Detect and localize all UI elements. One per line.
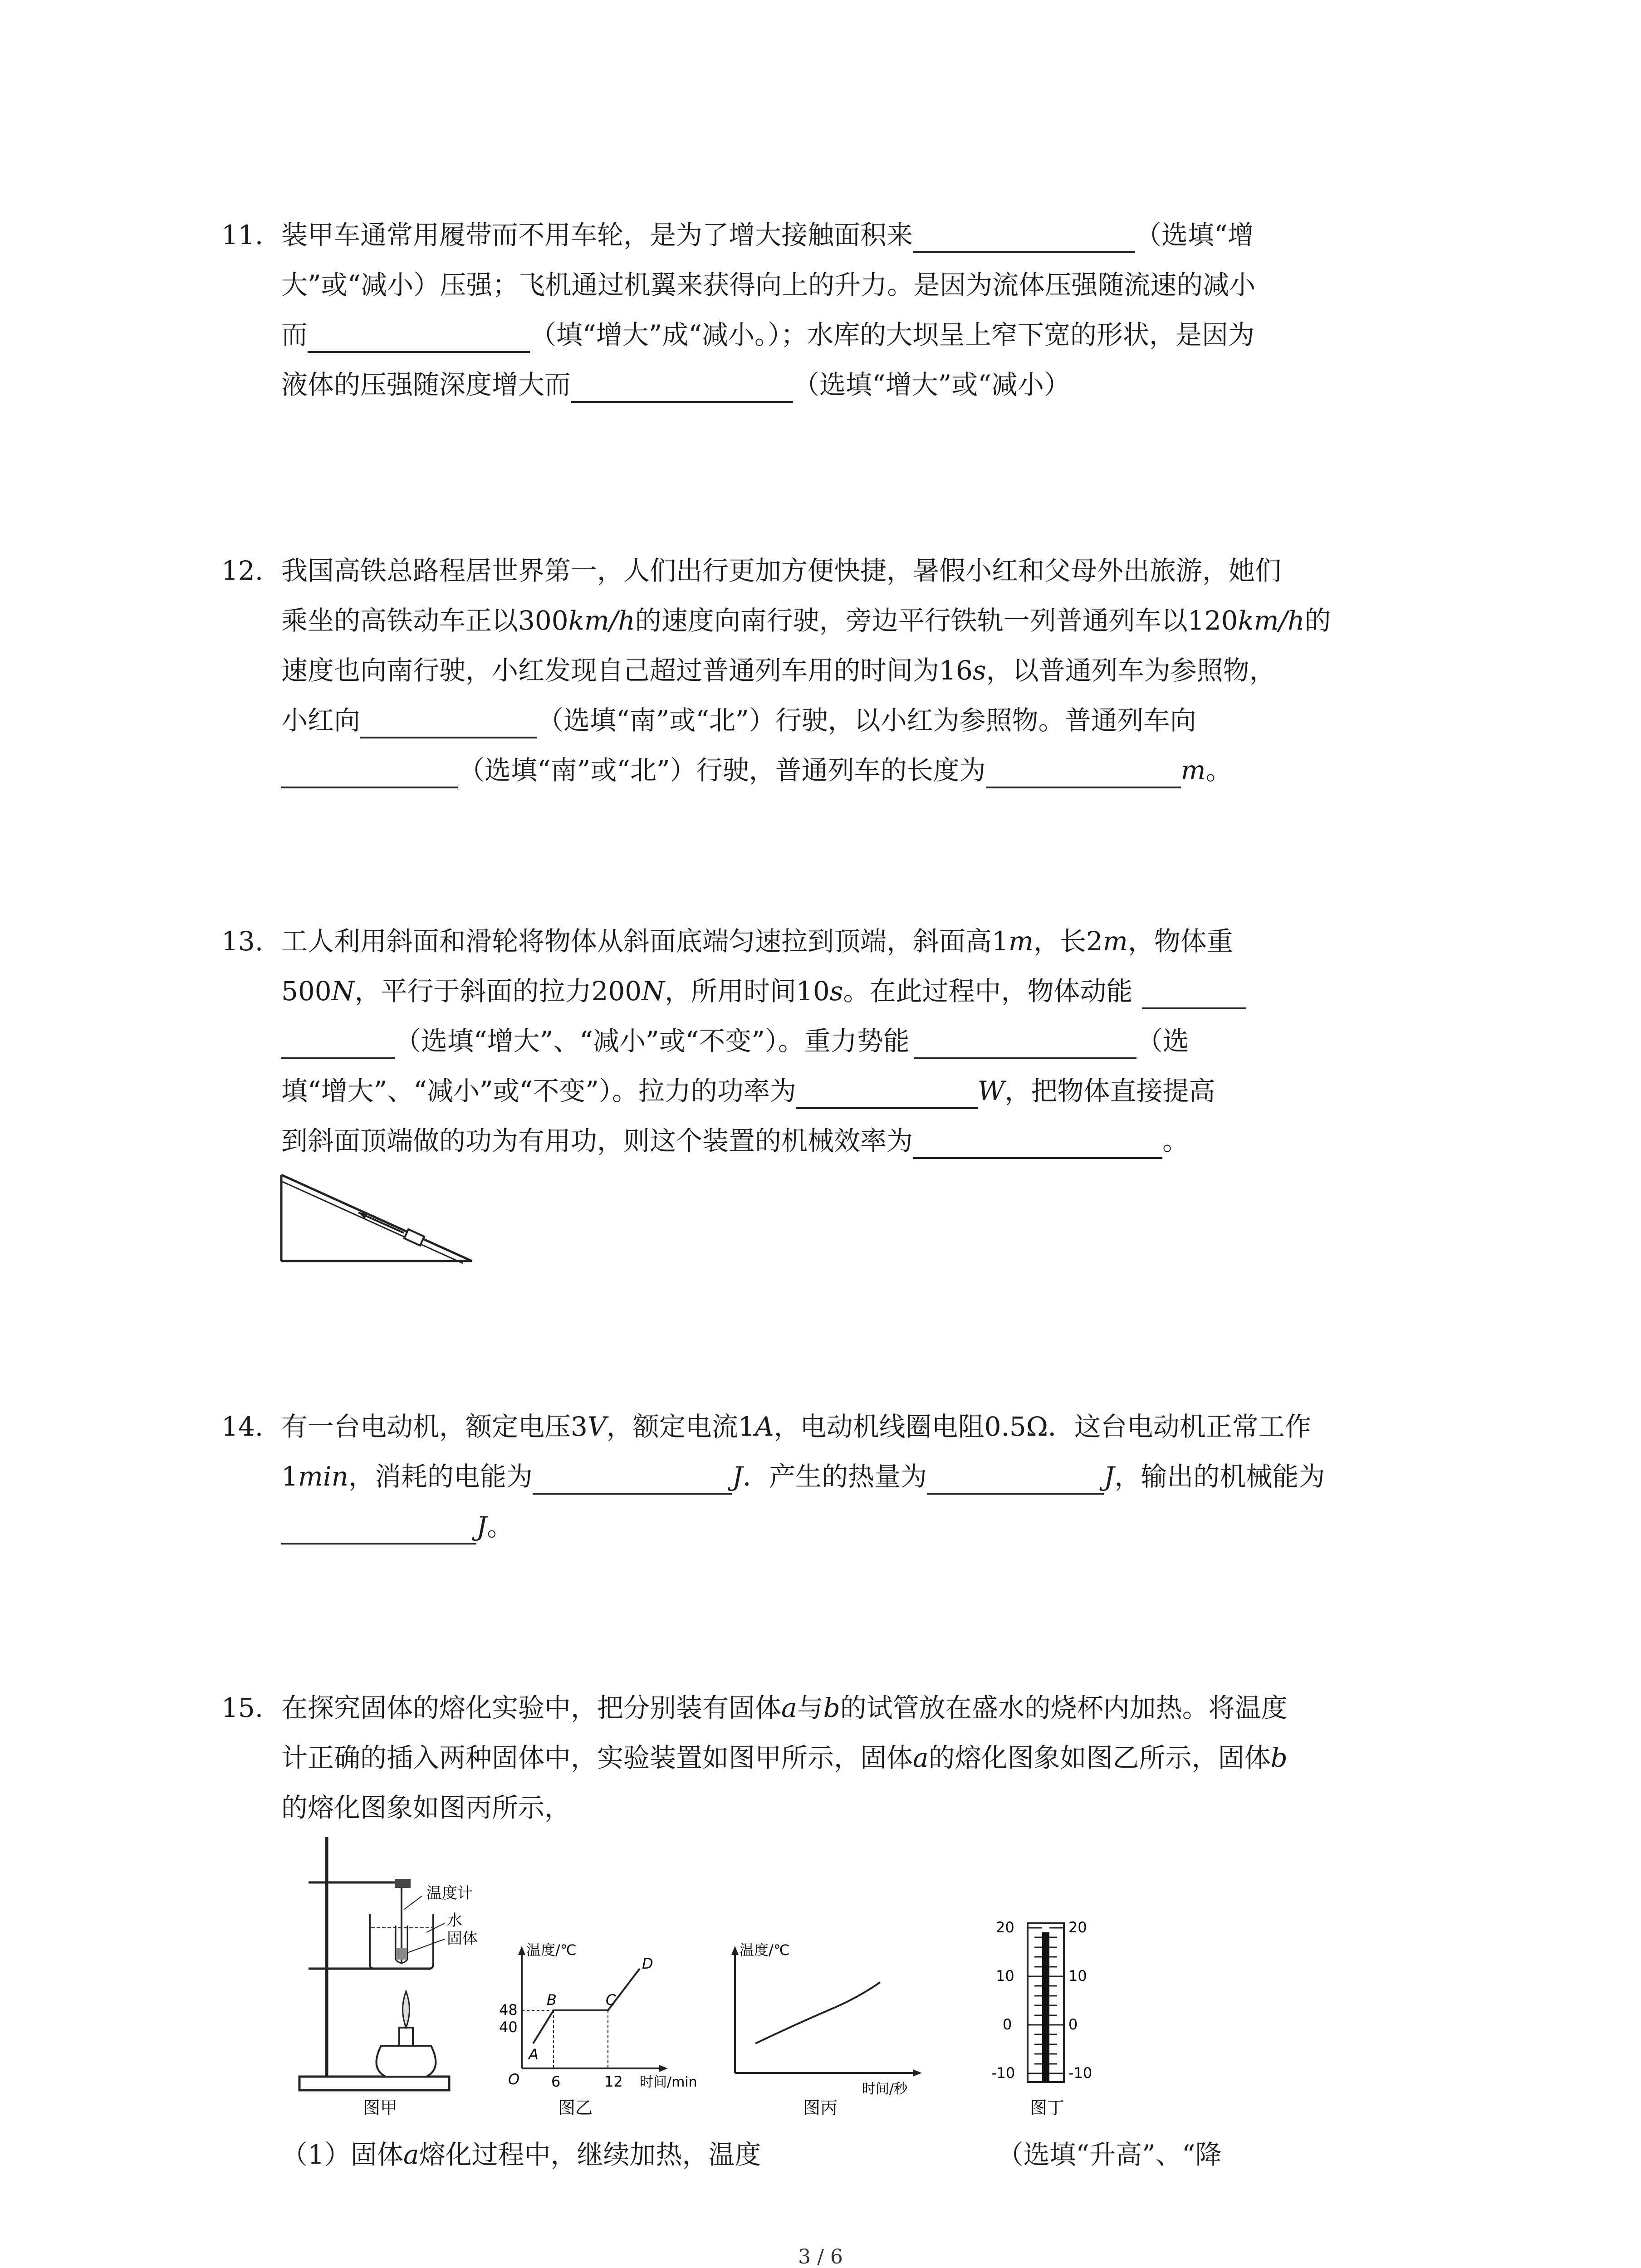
text-segment: ，以普通列车为参照物， — [986, 655, 1276, 686]
question-line — [281, 1690, 1288, 1726]
scale-label: 10 — [996, 1967, 1014, 1984]
unit: km/h — [568, 605, 635, 636]
incline-slope — [281, 1175, 472, 1261]
y-tick-label: 40 — [499, 2019, 518, 2036]
label-thermometer: 温度计 — [426, 1884, 473, 1902]
point-label: B — [547, 1991, 557, 2009]
answer-blank[interactable] — [533, 1465, 732, 1495]
text-segment: ，把物体直接提高 — [1004, 1075, 1215, 1106]
figure-caption: 图丙 — [803, 2098, 838, 2118]
text-segment: ．产生的热量为 — [743, 1461, 927, 1492]
question-line — [281, 1740, 1288, 1776]
variable: b — [1270, 1742, 1288, 1773]
question-line — [281, 1023, 1189, 1059]
label-water: 水 — [447, 1911, 462, 1930]
y-axis-label: 温度/℃ — [526, 1941, 577, 1959]
incline-slope-inner — [281, 1181, 463, 1263]
answer-blank[interactable] — [281, 1515, 476, 1545]
question-line — [281, 317, 1254, 353]
variable: b — [823, 1692, 840, 1723]
text-segment: 。 — [487, 1511, 514, 1542]
unit: m — [1181, 755, 1206, 786]
question-line — [281, 1073, 1215, 1109]
figure-yi-graph — [490, 1937, 744, 2118]
clamp-head — [395, 1879, 411, 1888]
text-segment: 500 — [281, 976, 332, 1007]
block — [404, 1229, 424, 1246]
text-segment: 液体的压强随深度增大而 — [281, 369, 571, 400]
y-tick-label: 48 — [499, 2001, 518, 2019]
lamp-neck — [399, 2028, 413, 2046]
text-segment: 有一台电动机，额定电压3 — [281, 1411, 588, 1442]
text-segment: 。在此过程中，物体动能 — [843, 976, 1133, 1007]
figure-caption: 图丁 — [1030, 2098, 1065, 2118]
y-axis-arrow — [731, 1946, 739, 1955]
scale-label: 10 — [1068, 1967, 1087, 1984]
text-segment: （1）固体 — [281, 2139, 403, 2170]
text-segment: （选填“升高”、“降 — [997, 2139, 1222, 2170]
text-segment: ，输出的机械能为 — [1114, 1461, 1325, 1492]
text-segment: （选填“增 — [1135, 220, 1254, 250]
leader-line — [407, 1939, 445, 1953]
unit: m — [1102, 926, 1128, 957]
text-segment: 与 — [797, 1692, 823, 1723]
question-line — [281, 973, 1246, 1009]
unit: J — [476, 1511, 487, 1542]
text-segment: ，额定电流1 — [606, 1411, 755, 1442]
question-line — [281, 752, 1232, 788]
text-segment: 填“增大”、“减小”或“不变”）。拉力的功率为 — [281, 1075, 796, 1106]
question-line — [281, 702, 1196, 738]
answer-blank[interactable] — [927, 1465, 1104, 1495]
text-segment: 而 — [281, 319, 308, 350]
scale-label: 20 — [996, 1919, 1014, 1936]
figure-bing-graph — [726, 1937, 935, 2118]
answer-blank[interactable] — [761, 2143, 997, 2173]
figure-ding-thermometer — [971, 1914, 1121, 2118]
page-number: 3 / 6 — [798, 2245, 843, 2268]
label-solid: 固体 — [447, 1930, 478, 1948]
text-segment: ，所用时间10 — [664, 976, 830, 1007]
question-line — [281, 1789, 571, 1826]
question-line — [281, 2136, 1221, 2173]
unit: W — [977, 1075, 1005, 1106]
text-segment: （填“增大”成“减小。）；水库的大坝呈上窄下宽的形状，是因为 — [530, 319, 1254, 350]
text-segment: （选填“增大”、“减小”或“不变”）。重力势能 — [395, 1026, 910, 1056]
point-label: C — [606, 1991, 616, 2009]
scale-label: 20 — [1068, 1919, 1087, 1936]
x-axis-label: 时间/秒 — [862, 2081, 908, 2097]
scale-label: 0 — [1068, 2016, 1078, 2033]
answer-blank[interactable] — [913, 223, 1135, 253]
answer-blank[interactable] — [913, 1129, 1162, 1159]
solid-sample — [397, 1948, 407, 1960]
figure-caption: 图甲 — [363, 2098, 398, 2118]
text-segment: 大”或“减小）压强；飞机通过机翼来获得向上的升力。是因为流体压强随流速的减小 — [281, 269, 1256, 300]
figure-caption: 图乙 — [558, 2098, 593, 2118]
question-number: 12. — [221, 555, 264, 586]
point-label: D — [642, 1955, 653, 1972]
x-axis-arrow — [659, 2065, 668, 2072]
scale-label: -10 — [991, 2064, 1015, 2082]
question-line — [281, 1508, 513, 1545]
answer-blank[interactable] — [281, 1029, 395, 1059]
unit: A — [754, 1411, 774, 1442]
text-segment: ，长2 — [1033, 926, 1103, 957]
text-segment: （选填“南”或“北”）行驶，普通列车的长度为 — [458, 755, 986, 786]
incline-diagram — [272, 1166, 476, 1270]
text-segment: ，消耗的电能为 — [348, 1461, 533, 1492]
answer-blank[interactable] — [1142, 979, 1246, 1009]
unit: V — [587, 1411, 607, 1442]
text-segment: 的熔化图象如图丙所示， — [281, 1792, 571, 1823]
leader-line — [404, 1896, 422, 1910]
flame-icon — [403, 1991, 410, 2028]
text-segment: ，电动机线圈电阻0.5Ω．这台电动机正常工作 — [774, 1411, 1311, 1442]
answer-blank[interactable] — [281, 758, 458, 788]
text-segment: 速度也向南行驶，小红发现自己超过普通列车用的时间为16 — [281, 655, 973, 686]
unit: km/h — [1238, 605, 1305, 636]
answer-blank[interactable] — [914, 1029, 1136, 1059]
variable: a — [913, 1742, 929, 1773]
text-segment: 计正确的插入两种固体中，实验装置如图甲所示，固体 — [281, 1742, 913, 1773]
unit: min — [298, 1461, 348, 1492]
question-number: 13. — [221, 926, 264, 957]
question-line — [281, 217, 1254, 253]
question-line — [281, 367, 1070, 403]
question-line — [281, 602, 1331, 639]
answer-blank[interactable] — [571, 373, 793, 403]
x-axis-label: 时间/min — [640, 2074, 697, 2090]
question-line — [281, 267, 1255, 303]
question-line — [281, 1123, 1189, 1159]
melting-curve — [755, 1982, 880, 2043]
scale-label: -10 — [1068, 2064, 1092, 2082]
text-segment: 。 — [1162, 1125, 1189, 1156]
unit: J — [1104, 1461, 1115, 1492]
y-axis-arrow — [518, 1946, 525, 1955]
x-tick-label: 12 — [604, 2073, 623, 2090]
question-line — [281, 552, 1281, 589]
unit: N — [642, 976, 665, 1007]
text-segment: 在探究固体的熔化实验中，把分别装有固体 — [281, 1692, 782, 1723]
text-segment: 我国高铁总路程居世界第一，人们出行更加方便快捷，暑假小红和父母外出旅游，她们 — [281, 555, 1282, 586]
text-segment: （选填“南”或“北”）行驶，以小红为参照物。普通列车向 — [537, 705, 1196, 736]
question-number: 14. — [221, 1411, 264, 1442]
unit: N — [331, 976, 355, 1007]
stand-base — [299, 2077, 449, 2090]
text-segment: 装甲车通常用履带而不用车轮，是为了增大接触面积来 — [281, 220, 913, 250]
text-segment: 到斜面顶端做的功为有用功，则这个装置的机械效率为 — [281, 1125, 913, 1156]
text-segment: 的熔化图象如图乙所示，固体 — [928, 1742, 1271, 1773]
text-segment: 1 — [281, 1461, 298, 1492]
unit: m — [1008, 926, 1034, 957]
origin-label: O — [508, 2071, 520, 2088]
text-segment: 的速度向南行驶，旁边平行铁轨一列普通列车以120 — [635, 605, 1238, 636]
question-line — [281, 1408, 1311, 1445]
scale-label: 0 — [1003, 2016, 1012, 2033]
alcohol-lamp — [377, 2046, 436, 2077]
question-line — [281, 652, 1276, 689]
text-segment: 小红向 — [281, 705, 361, 736]
unit: s — [972, 655, 986, 686]
x-tick-label: 6 — [551, 2073, 561, 2090]
point-label: A — [529, 2046, 539, 2063]
text-segment: ，平行于斜面的拉力200 — [354, 976, 642, 1007]
x-axis-arrow — [913, 2069, 922, 2077]
unit: s — [829, 976, 843, 1007]
liquid-column — [1042, 1932, 1049, 2082]
text-segment: 熔化过程中，继续加热，温度 — [419, 2139, 761, 2170]
question-number: 15. — [221, 1692, 264, 1723]
text-segment: 的 — [1304, 605, 1331, 636]
y-axis-label: 温度/℃ — [740, 1941, 790, 1959]
text-segment: 工人利用斜面和滑轮将物体从斜面底端匀速拉到顶端，斜面高1 — [281, 926, 1009, 957]
answer-blank[interactable] — [986, 758, 1181, 788]
variable: a — [403, 2139, 419, 2170]
text-segment: （选 — [1136, 1026, 1189, 1056]
question-line — [281, 1458, 1325, 1495]
text-segment: （选填“增大”或“减小） — [793, 369, 1070, 400]
answer-blank[interactable] — [308, 323, 530, 353]
answer-blank[interactable] — [360, 709, 537, 738]
variable: a — [781, 1692, 797, 1723]
text-segment: ，物体重 — [1127, 926, 1233, 957]
question-line — [281, 923, 1233, 959]
text-segment: 的试管放在盛水的烧杯内加热。将温度 — [840, 1692, 1288, 1723]
question-number: 11. — [221, 220, 264, 250]
unit: J — [732, 1461, 743, 1492]
answer-blank[interactable] — [796, 1079, 978, 1109]
text-segment: 。 — [1205, 755, 1232, 786]
text-segment: 乘坐的高铁动车正以300 — [281, 605, 568, 636]
